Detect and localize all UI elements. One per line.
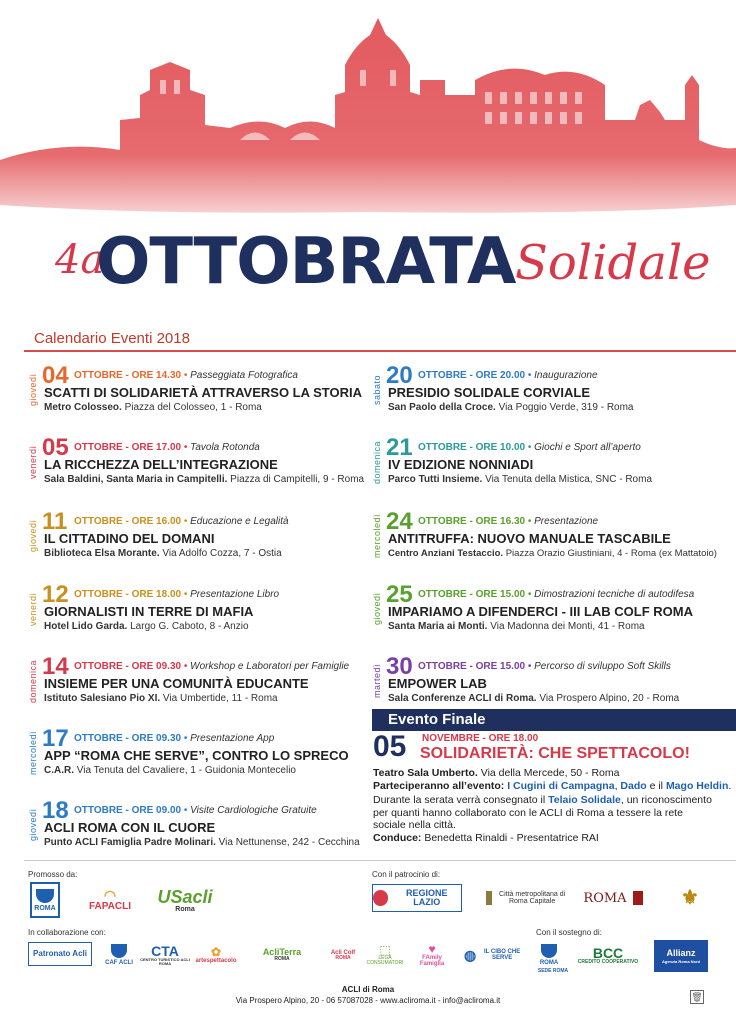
event-dayname: domenica bbox=[372, 440, 382, 484]
il-cibo-che-serve-logo: ◍ IL CIBO CHE SERVE bbox=[464, 947, 521, 963]
event-dayname: venerdì bbox=[28, 592, 38, 626]
event-daynum: 30 bbox=[386, 653, 413, 680]
event-title: IL CITTADINO DEL DOMANI bbox=[44, 531, 215, 546]
event-kind: Presentazione bbox=[534, 516, 599, 527]
event-daynum: 20 bbox=[386, 362, 413, 389]
event-when: OTTOBRE - ORE 20.00 bbox=[418, 370, 526, 381]
event-kind: Educazione e Legalità bbox=[190, 516, 289, 527]
event-when: OTTOBRE - ORE 16.00 bbox=[74, 516, 182, 527]
event-address: Largo G. Caboto, 8 - Anzio bbox=[130, 621, 249, 632]
guest-sep-2: e il bbox=[649, 780, 664, 792]
final-place: Teatro Sala Umberto. bbox=[373, 767, 478, 779]
final-address: Via della Mercede, 50 - Roma bbox=[480, 767, 620, 779]
desc-a: Durante la serata verrà consegnato il bbox=[373, 794, 546, 806]
final-host bbox=[373, 832, 599, 844]
event-title: IV EDIZIONE NONNIADI bbox=[388, 457, 534, 472]
event-place: Centro Anziani Testaccio. bbox=[388, 548, 504, 559]
event-place: Istituto Salesiano Pio XI. bbox=[44, 693, 161, 704]
title-script: Solidale bbox=[515, 235, 711, 291]
event-place: Santa Maria ai Monti. bbox=[388, 621, 488, 632]
event-daynum: 05 bbox=[42, 434, 69, 461]
event-title: ANTITRUFFA: NUOVO MANUALE TASCABILE bbox=[388, 531, 671, 546]
event-location bbox=[388, 548, 717, 559]
event-dayname: giovedì bbox=[28, 808, 38, 842]
guests-end: . bbox=[728, 780, 732, 792]
footer-org-name: ACLI di Roma bbox=[341, 985, 395, 994]
event-30 bbox=[372, 653, 732, 713]
event-place: Hotel Lido Garda. bbox=[44, 621, 128, 632]
event-daynum: 17 bbox=[42, 725, 69, 752]
footer-contacts: Via Prospero Alpino, 20 - 06 57087028 - www.acliroma.it - info@acliroma.it bbox=[235, 996, 501, 1005]
event-kind: Giochi e Sport all’aperto bbox=[534, 442, 641, 453]
event-04 bbox=[28, 362, 368, 422]
lega-consumatori-logo: ⬚ LEGA CONSUMATORI bbox=[366, 943, 404, 966]
event-dayname: sabato bbox=[372, 374, 382, 406]
rome-skyline-illustration bbox=[0, 0, 736, 215]
event-meta: OTTOBRE - ORE 15.00 • Dimostrazioni tecniche di autodifesa bbox=[418, 589, 695, 600]
event-meta: OTTOBRE - ORE 15.00 • Percorso di sviluppo Soft Skills bbox=[418, 661, 671, 672]
event-meta: OTTOBRE - ORE 18.00 • Presentazione Libro bbox=[74, 589, 280, 600]
event-daynum: 14 bbox=[42, 653, 69, 680]
usacli-logo: USacli Roma bbox=[157, 886, 213, 913]
event-title: ACLI ROMA CON IL CUORE bbox=[44, 820, 216, 835]
event-location bbox=[44, 402, 262, 413]
event-location bbox=[388, 621, 645, 632]
event-daynum: 12 bbox=[42, 581, 69, 608]
event-place: Biblioteca Elsa Morante. bbox=[44, 548, 160, 559]
vatican-emblem-icon: ⚜ bbox=[681, 887, 699, 909]
event-kind: Presentazione Libro bbox=[190, 589, 280, 600]
event-kind: Inaugurazione bbox=[534, 370, 598, 381]
event-meta: OTTOBRE - ORE 16.00 • Educazione e Legalità bbox=[74, 516, 289, 527]
family-famiglia-logo: ♥ FAmily Famiglia bbox=[419, 942, 445, 967]
sede-roma-label: SEDE ROMA bbox=[537, 967, 569, 974]
event-title: EMPOWER LAB bbox=[388, 676, 487, 691]
event-kind: Dimostrazioni tecniche di autodifesa bbox=[534, 589, 695, 600]
event-dayname: venerdì bbox=[28, 445, 38, 479]
conduce-label: Conduce: bbox=[373, 832, 422, 844]
event-title: SCATTI DI SOLIDARIETÀ ATTRAVERSO LA STORIA bbox=[44, 385, 363, 400]
event-location bbox=[388, 693, 679, 704]
event-when: OTTOBRE - ORE 14.30 bbox=[74, 370, 182, 381]
fapacli-logo: ◠ FAPACLI bbox=[88, 887, 132, 912]
event-kind: Passeggiata Fotografica bbox=[190, 370, 298, 381]
acli-roma-small-logo: ROMA bbox=[534, 938, 564, 972]
event-meta: OTTOBRE - ORE 14.30 • Passeggiata Fotografica bbox=[74, 370, 298, 381]
guest-1: I Cugini di Campagna bbox=[507, 780, 615, 792]
event-title: GIORNALISTI IN TERRE DI MAFIA bbox=[44, 604, 254, 619]
event-kind: Visite Cardiologiche Gratuite bbox=[190, 805, 317, 816]
event-daynum: 04 bbox=[42, 362, 69, 389]
event-address: Piazza Orazio Giustiniani, 4 - Roma (ex Mattatoio) bbox=[505, 548, 717, 559]
event-place: Parco Tutti Insieme. bbox=[388, 474, 483, 485]
bcc-logo: BCC CREDITO COOPERATIVO bbox=[577, 944, 639, 965]
desc-b: , un riconoscimento per quanti hanno collaborato con le ACLI di Roma a tessere la rete sociale nella città. bbox=[373, 794, 712, 831]
event-place: C.A.R. bbox=[44, 765, 74, 776]
event-when: OTTOBRE - ORE 16.30 bbox=[418, 516, 526, 527]
event-kind: Presentazione App bbox=[190, 733, 275, 744]
event-address: Via Poggio Verde, 319 - Roma bbox=[498, 402, 634, 413]
final-location bbox=[373, 767, 619, 779]
event-when: OTTOBRE - ORE 09.30 bbox=[74, 661, 182, 672]
roma-capitale-logo: ROMA bbox=[578, 884, 648, 912]
event-location bbox=[388, 474, 652, 485]
event-address: Via Umbertide, 11 - Roma bbox=[162, 693, 278, 704]
event-when: OTTOBRE - ORE 15.00 bbox=[418, 661, 526, 672]
event-25 bbox=[372, 581, 732, 641]
acliterra-logo: AcliTerra ROMA bbox=[262, 947, 302, 962]
collaborazione-label: In collaborazione con: bbox=[28, 928, 106, 937]
event-dayname: mercoledì bbox=[28, 731, 38, 776]
event-05 bbox=[28, 434, 368, 494]
final-description bbox=[373, 794, 718, 832]
event-title: APP “ROMA CHE SERVE”, CONTRO LO SPRECO bbox=[44, 748, 349, 763]
event-kind: Workshop e Laboratori per Famiglie bbox=[190, 661, 350, 672]
event-meta: OTTOBRE - ORE 10.00 • Giochi e Sport all’aperto bbox=[418, 442, 641, 453]
acli-roma-logo: ROMA bbox=[30, 882, 60, 918]
event-address: Via Tenuta del Cavaliere, 1 - Guidonia Montecelio bbox=[76, 765, 296, 776]
event-address: Via Madonna dei Monti, 41 - Roma bbox=[490, 621, 645, 632]
event-place: Metro Colosseo. bbox=[44, 402, 122, 413]
acli-colf-logo: Acli Colf ROMA bbox=[330, 949, 356, 961]
event-meta: OTTOBRE - ORE 17.00 • Tavola Rotonda bbox=[74, 442, 260, 453]
conduce-name: Benedetta Rinaldi - Presentatrice RAI bbox=[424, 832, 599, 844]
event-dayname: giovedì bbox=[372, 592, 382, 626]
event-place: Sala Baldini, Santa Maria in Campitelli. bbox=[44, 474, 228, 485]
event-daynum: 11 bbox=[42, 508, 68, 535]
event-dayname: martedì bbox=[372, 664, 382, 699]
event-daynum: 21 bbox=[386, 434, 413, 461]
event-daynum: 18 bbox=[42, 797, 69, 824]
event-when: OTTOBRE - ORE 15.00 bbox=[418, 589, 526, 600]
event-17 bbox=[28, 725, 368, 785]
event-address: Piazza di Campitelli, 9 - Roma bbox=[230, 474, 365, 485]
event-title: PRESIDIO SOLIDALE CORVIALE bbox=[388, 385, 591, 400]
event-address: Via Adolfo Cozza, 7 - Ostia bbox=[162, 548, 282, 559]
regione-lazio-logo: REGIONE LAZIO bbox=[372, 884, 462, 912]
event-kind: Tavola Rotonda bbox=[190, 442, 260, 453]
event-12 bbox=[28, 581, 368, 641]
event-title: INSIEME PER UNA COMUNITÀ EDUCANTE bbox=[44, 676, 309, 691]
event-address: Via Nettunense, 242 - Cecchina bbox=[218, 837, 360, 848]
event-dayname: domenica bbox=[28, 659, 38, 703]
recycle-bin-icon: 🗑 bbox=[690, 990, 704, 1004]
event-daynum: 24 bbox=[386, 508, 413, 535]
poster-title bbox=[0, 225, 736, 305]
event-when: OTTOBRE - ORE 09.30 bbox=[74, 733, 182, 744]
event-place: San Paolo della Croce. bbox=[388, 402, 496, 413]
event-21 bbox=[372, 434, 732, 494]
event-meta: OTTOBRE - ORE 09.30 • Workshop e Laboratori per Famiglie bbox=[74, 661, 350, 672]
event-address: Via Prospero Alpino, 20 - Roma bbox=[539, 693, 680, 704]
event-title: IMPARIAMO A DIFENDERCI - III LAB COLF ROMA bbox=[388, 604, 693, 619]
final-when: NOVEMBRE - ORE 18.00 bbox=[422, 733, 539, 744]
edition-number: 4a bbox=[55, 237, 105, 283]
cta-logo: CTA CENTRO TURISTICO ACLI ROMA bbox=[140, 943, 190, 966]
sponsor-divider bbox=[24, 860, 736, 861]
event-address: Via Tenuta della Mistica, SNC - Roma bbox=[485, 474, 653, 485]
title-main: OTTOBRATA bbox=[96, 225, 516, 299]
event-location bbox=[44, 621, 249, 632]
event-daynum: 25 bbox=[386, 581, 413, 608]
event-meta: OTTOBRE - ORE 16.30 • Presentazione bbox=[418, 516, 599, 527]
event-when: OTTOBRE - ORE 18.00 bbox=[74, 589, 182, 600]
event-address: Piazza del Colosseo, 1 - Roma bbox=[124, 402, 262, 413]
promosso-label: Promosso da: bbox=[28, 870, 78, 879]
final-event-banner: Evento Finale bbox=[372, 709, 736, 731]
event-kind: Percorso di sviluppo Soft Skills bbox=[534, 661, 671, 672]
event-18 bbox=[28, 797, 368, 857]
final-guests bbox=[373, 780, 731, 792]
event-location bbox=[388, 402, 634, 413]
event-dayname: mercoledì bbox=[372, 514, 382, 559]
event-title: LA RICCHEZZA DELL’INTEGRAZIONE bbox=[44, 457, 278, 472]
event-meta: OTTOBRE - ORE 20.00 • Inaugurazione bbox=[418, 370, 598, 381]
event-meta: OTTOBRE - ORE 09.00 • Visite Cardiologiche Gratuite bbox=[74, 805, 317, 816]
event-place: Sala Conferenze ACLI di Roma. bbox=[388, 693, 537, 704]
event-when: OTTOBRE - ORE 10.00 bbox=[418, 442, 526, 453]
event-meta: OTTOBRE - ORE 09.30 • Presentazione App bbox=[74, 733, 275, 744]
patronato-acli-logo: Patronato Acli bbox=[28, 942, 92, 966]
event-11 bbox=[28, 508, 368, 568]
event-place: Punto ACLI Famiglia Padre Molinari. bbox=[44, 837, 216, 848]
event-location bbox=[44, 693, 278, 704]
calendar-rule bbox=[24, 350, 736, 352]
calendar-label: Calendario Eventi 2018 bbox=[34, 330, 190, 347]
event-location bbox=[44, 474, 364, 485]
final-title: SOLIDARIETÀ: CHE SPETTACOLO! bbox=[420, 745, 690, 762]
final-daynum: 05 bbox=[373, 730, 407, 763]
event-24 bbox=[372, 508, 732, 568]
desc-highlight: Telaio Solidale bbox=[548, 794, 621, 806]
event-14 bbox=[28, 653, 368, 713]
sostegno-label: Con il sostegno di: bbox=[536, 928, 602, 937]
event-location bbox=[44, 765, 296, 776]
event-dayname: giovedì bbox=[28, 373, 38, 407]
event-location bbox=[44, 548, 282, 559]
event-dayname: giovedì bbox=[28, 519, 38, 553]
guest-3: Mago Heldin bbox=[665, 780, 729, 792]
patrocinio-label: Con il patrocinio di: bbox=[372, 870, 441, 879]
caf-acli-logo: CAF ACLI bbox=[104, 938, 134, 972]
guests-prefix: Parteciperanno all’evento: bbox=[373, 780, 505, 792]
guest-sep-1: , bbox=[614, 780, 618, 792]
event-location bbox=[44, 837, 360, 848]
event-20 bbox=[372, 362, 732, 422]
allianz-logo: Allianz Agenzia Roma Nord bbox=[654, 940, 708, 972]
event-when: OTTOBRE - ORE 09.00 bbox=[74, 805, 182, 816]
guest-2: Dado bbox=[620, 780, 647, 792]
event-when: OTTOBRE - ORE 17.00 bbox=[74, 442, 182, 453]
artespettacolo-logo: ✿ artespettacolo bbox=[195, 945, 237, 964]
citta-metropolitana-logo: Città metropolitana di Roma Capitale bbox=[486, 884, 568, 912]
